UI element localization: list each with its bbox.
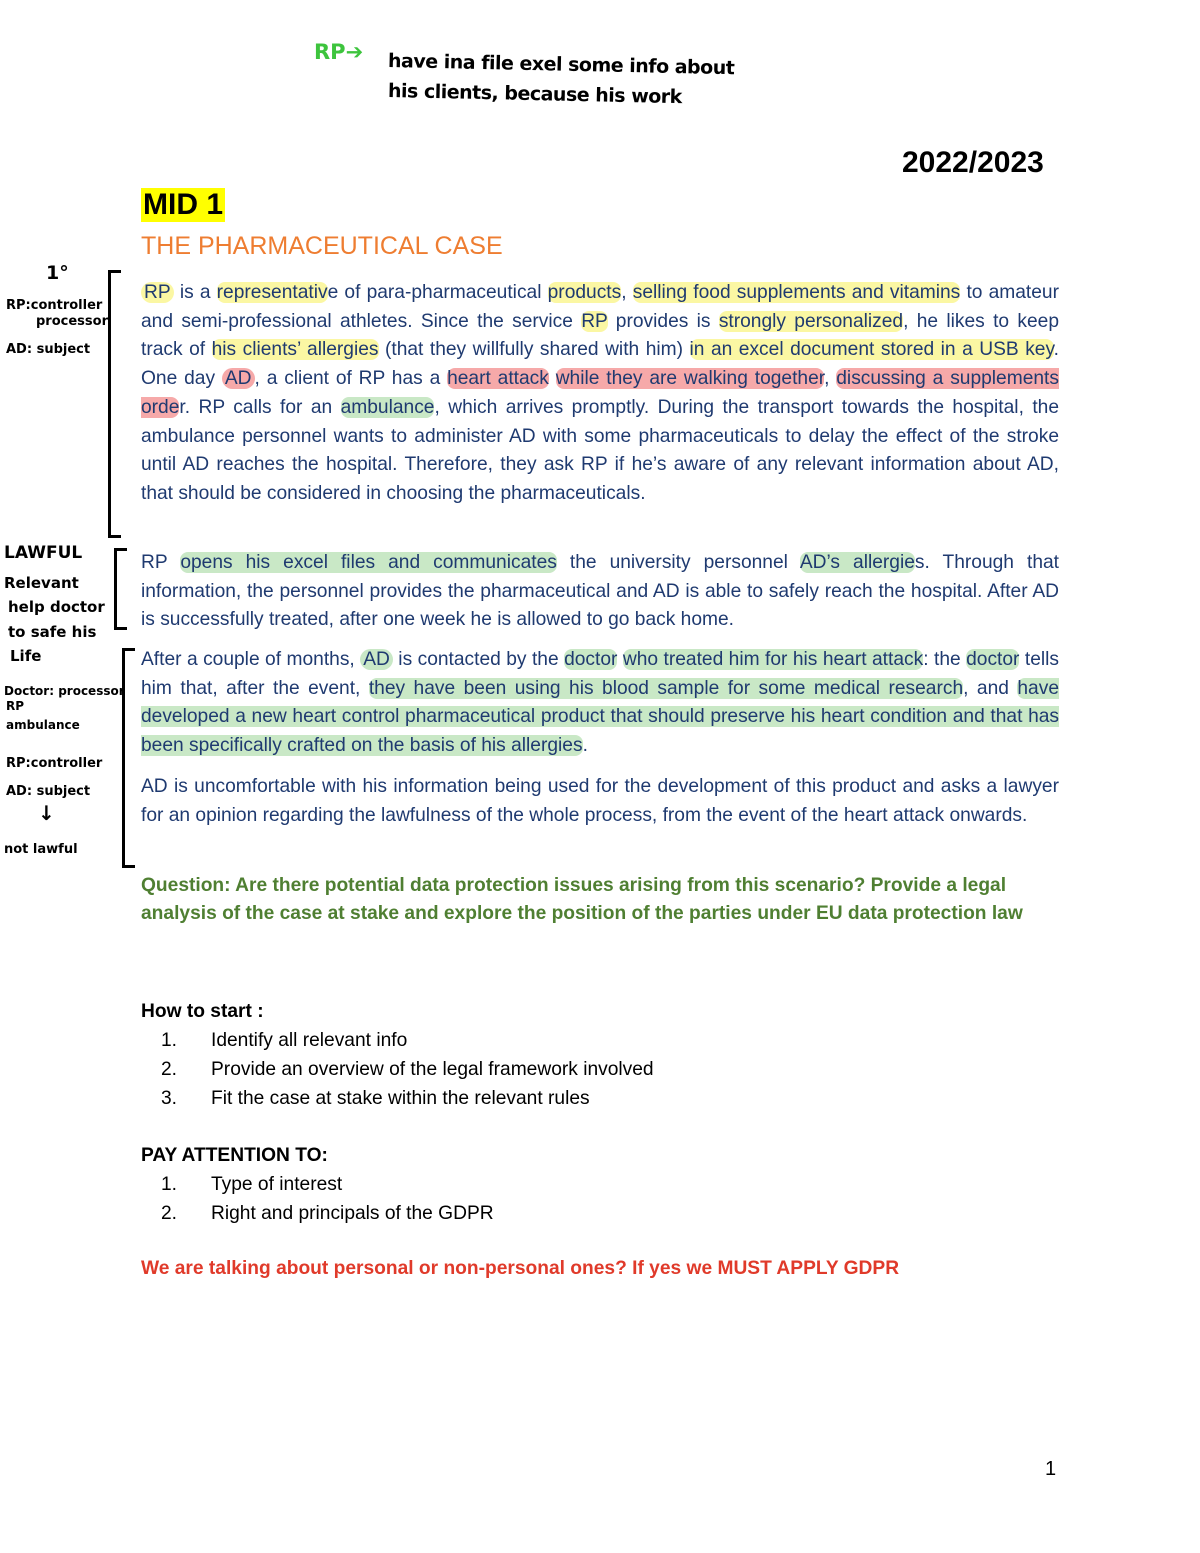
margin-note-rp: RP bbox=[6, 699, 25, 713]
highlight-ads-allergies: AD’s allergie bbox=[799, 552, 915, 573]
handwritten-rp-label: RP➔ bbox=[314, 40, 364, 64]
list-item: 2. Right and principals of the GDPR bbox=[160, 1203, 494, 1224]
list-item: 1. Type of interest bbox=[160, 1174, 343, 1195]
list-item: 1. Identify all relevant info bbox=[160, 1030, 408, 1051]
question-text: Question: Are there potential data protection issues arising from this scenario? Provide a legal analysis of the case at stake and explore the position of the parties under EU data protection law bbox=[141, 875, 1023, 925]
pay-attention-heading: PAY ATTENTION TO: bbox=[141, 1145, 328, 1166]
pay-attention-section bbox=[141, 1141, 494, 1228]
margin-note-life: Life bbox=[10, 647, 42, 665]
paragraph-3: After a couple of months, AD is contacted by the doctor who treated him for his heart attack: the doctor tells him that, after the event, they have been using his blood sample for some medical research, and have developed a new heart control pharmaceutical product that should preserve his heart condition and that has been specifically crafted on the basis of his allergies. bbox=[141, 649, 1060, 757]
highlight-allergies: his clients’ allergies bbox=[211, 339, 379, 361]
margin-note-ambulance: ambulance bbox=[6, 718, 80, 732]
highlight-ad-2: AD bbox=[360, 649, 393, 670]
case-title: THE PHARMACEUTICAL CASE bbox=[141, 232, 503, 260]
highlight-walking-together: while they are walking together bbox=[555, 368, 825, 390]
highlight-doctor: doctor bbox=[564, 649, 618, 670]
highlight-excel-document: in an excel document stored in a USB key bbox=[689, 339, 1054, 361]
highlight-products: products bbox=[547, 282, 622, 303]
highlight-rp: RP bbox=[141, 282, 174, 303]
margin-bracket-2 bbox=[114, 548, 127, 630]
handwritten-note-line2: his clients, because his work bbox=[387, 80, 683, 109]
handwritten-note-line1: have ina file exel some info about bbox=[387, 50, 735, 80]
margin-note-doctor-processor: Doctor: processor bbox=[4, 684, 125, 698]
margin-note-help-doctor: help doctor bbox=[8, 598, 105, 616]
highlight-selling: selling food supplements and vitamins bbox=[632, 282, 961, 303]
paragraph-2: RP opens his excel files and communicates the university personnel AD’s allergies. Through that information, the personnel provides the pharmaceutical and AD is able to safely reach the hospital. After AD is successfully treated, after one week he is allowed to go back home. bbox=[141, 552, 1059, 631]
list-item: 2. Provide an overview of the legal framework involved bbox=[160, 1059, 654, 1080]
margin-note-ad-subject: AD: subject bbox=[6, 342, 91, 357]
highlight-doctor-2: doctor bbox=[966, 649, 1020, 670]
margin-note-rp-controller: RP:controller bbox=[6, 298, 103, 313]
highlight-heart-attack: heart attack bbox=[447, 368, 549, 390]
how-to-start-heading: How to start : bbox=[141, 1001, 264, 1022]
margin-bracket-1 bbox=[108, 270, 121, 538]
highlight-ad: AD bbox=[222, 368, 255, 389]
margin-bracket-3 bbox=[122, 648, 135, 868]
margin-note-ad-subject-2: AD: subject bbox=[6, 784, 91, 799]
margin-note-not-lawful: not lawful bbox=[4, 842, 78, 857]
paragraph-4: AD is uncomfortable with his information being used for the development of this product and asks a lawyer for an opinion regarding the lawfulness of the whole process, from the event of the heart attack onwards. bbox=[141, 776, 1059, 826]
mid-title: MID 1 bbox=[143, 188, 224, 221]
highlight-representative: representativ bbox=[216, 282, 328, 303]
gdpr-note: We are talking about personal or non-personal ones? If yes we MUST APPLY GDPR bbox=[141, 1258, 900, 1279]
margin-note-to-safe-his: to safe his bbox=[8, 623, 97, 641]
highlight-ambulance: ambulance bbox=[340, 396, 435, 418]
highlight-new-product: have developed a new heart control pharmaceutical product that should preserve his heart condition and that has been specifically crafted on the basis of his allergies bbox=[141, 677, 1059, 757]
margin-note-relevant: Relevant bbox=[4, 574, 79, 592]
margin-note-lawful: LAWFUL bbox=[4, 543, 83, 563]
document-year: 2022/2023 bbox=[902, 146, 1044, 179]
how-to-start-section bbox=[141, 997, 654, 1113]
highlight-treated-him: who treated him for his heart attack bbox=[622, 649, 924, 670]
arrow-down-icon: ↓ bbox=[38, 801, 55, 825]
highlight-rp-2: RP bbox=[581, 310, 608, 332]
highlight-personalized: strongly personalized bbox=[718, 310, 904, 332]
margin-note-degree: 1° bbox=[46, 262, 69, 284]
highlight-opens-excel: opens his excel files and communicates bbox=[180, 552, 557, 573]
list-item: 3. Fit the case at stake within the relevant rules bbox=[160, 1088, 590, 1109]
paragraph-1: RP is a representative of para-pharmaceutical products, selling food supplements and vitamins to amateur and semi-professional athletes. Since the service RP provides is strongly personalized, he likes to keep track of his clients’ allergies (that they willfully shared with him) in an excel document stored in a USB key. One day AD , a client of RP has a heart attack while they are walking together, discussing a supplements order. RP calls for an ambulance, which arrives promptly. During the transport towards the hospital, the ambulance personnel wants to administer AD with some pharmaceuticals to delay the effect of the stroke until AD reaches the hospital. Therefore, they ask RP if he’s aware of any relevant information about AD, that should be considered in choosing the pharmaceuticals. bbox=[141, 282, 1059, 504]
page-number: 1 bbox=[1045, 1458, 1057, 1480]
highlight-supplements-order: discussing a supplements orde bbox=[141, 368, 1059, 418]
highlight-blood-sample: they have been using his blood sample for some medical research bbox=[368, 677, 964, 699]
margin-note-processor: processor bbox=[36, 314, 108, 329]
arrow-right-icon: ➔ bbox=[345, 40, 364, 64]
margin-note-rp-controller-2: RP:controller bbox=[6, 756, 103, 771]
